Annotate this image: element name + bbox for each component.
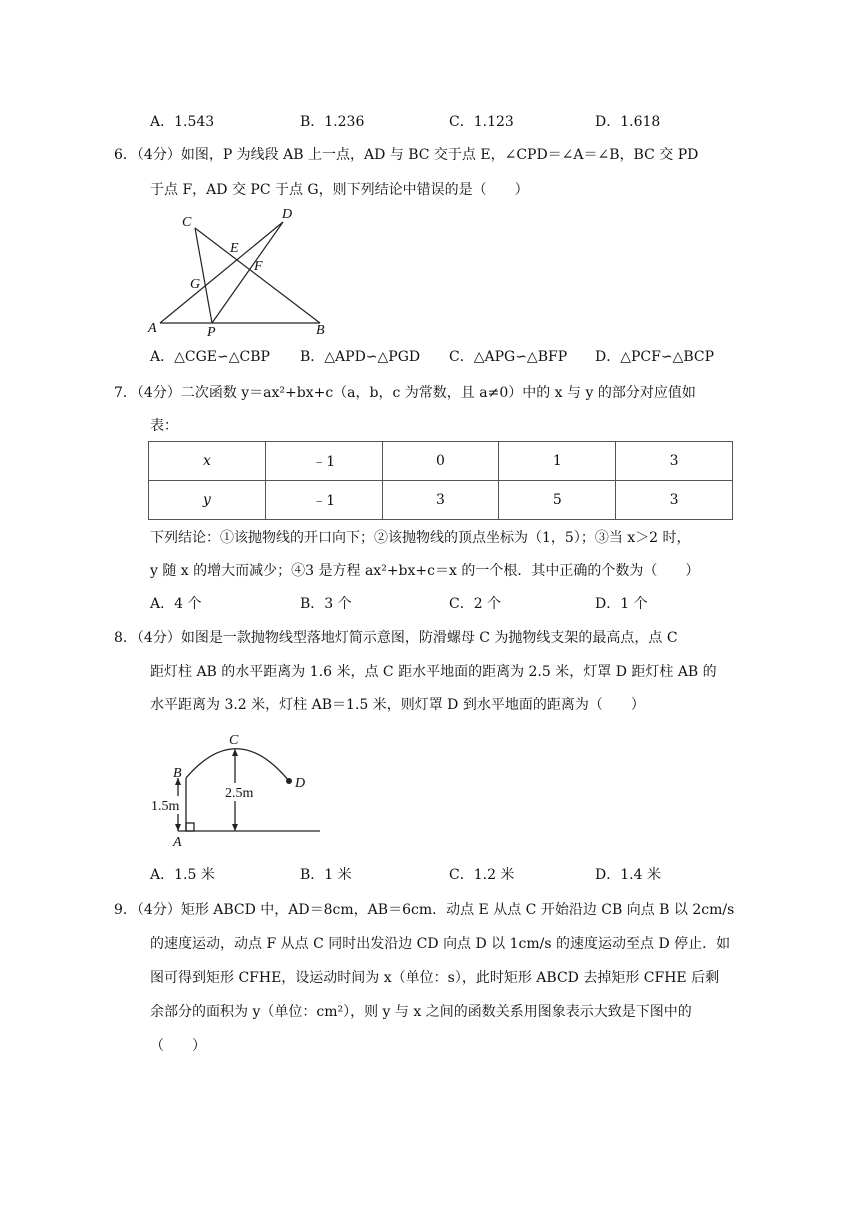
table-cell: ﹣1 <box>265 481 382 520</box>
q6-option-a: A．△CGE∽△CBP <box>150 349 270 365</box>
table-cell: y <box>149 481 266 520</box>
q7-text-line-2: 表： <box>150 418 178 434</box>
q9-text-line-1: 9．（4分）矩形 ABCD 中，AD＝8cm，AB＝6cm．动点 E 从点 C 开始沿边 CB 向点 B 以 2cm/s <box>114 902 735 918</box>
q7-value-table <box>148 441 733 520</box>
label-g: G <box>190 277 201 292</box>
label-b: B <box>173 766 182 781</box>
q8-text-line-3: 水平距离为 3.2 米，灯柱 AB＝1.5 米，则灯罩 D 到水平地面的距离为（ ） <box>150 697 645 713</box>
q9-text-line-3: 图可得到矩形 CFHE，设运动时间为 x（单位：s），此时矩形 ABCD 去掉矩形 CFHE 后剩 <box>150 970 720 986</box>
segment-cp <box>195 228 212 323</box>
q7-text-line-4: y 随 x 的增大而减少；④3 是方程 ax²+bx+c＝x 的一个根．其中正确的个数为（ ） <box>150 563 700 579</box>
label-c: C <box>229 733 239 748</box>
arrowhead <box>232 749 238 756</box>
q5-option-d: D．1.618 <box>595 114 661 130</box>
q8-option-d: D．1.4 米 <box>595 867 661 883</box>
parabola-arc <box>186 749 289 781</box>
label-d: D <box>295 776 306 791</box>
arrowhead <box>175 824 181 831</box>
label-c: C <box>182 215 192 230</box>
q6-text-line-1: 6．（4分）如图，P 为线段 AB 上一点，AD 与 BC 交于点 E，∠CPD＝∠A＝∠B，BC 交 PD <box>114 147 699 163</box>
q8-text-line-1: 8．（4分）如图是一款抛物线型落地灯简示意图，防滑螺母 C 为抛物线支架的最高点，点 C <box>114 630 678 646</box>
q7-option-a: A．4 个 <box>150 596 202 612</box>
table-cell: 5 <box>499 481 616 520</box>
q6-option-c: C．△APG∽△BFP <box>449 349 568 365</box>
q7-option-b: B．3 个 <box>300 596 352 612</box>
table-row-y <box>149 481 733 520</box>
q6-text-line-2: 于点 F，AD 交 PC 于点 G，则下列结论中错误的是（ ） <box>150 182 529 198</box>
q6-option-d: D．△PCF∽△BCP <box>595 349 715 365</box>
label-a: A <box>173 835 182 850</box>
arrowhead <box>232 824 238 831</box>
q7-option-c: C．2 个 <box>449 596 502 612</box>
q9-text-line-2: 的速度运动，动点 F 从点 C 同时出发沿边 CD 向点 D 以 1cm/s 的速度运动至点 D 停止．如 <box>150 936 731 952</box>
right-angle-mark <box>186 823 194 831</box>
q8-text-line-2: 距灯柱 AB 的水平距离为 1.6 米，点 C 距水平地面的距离为 2.5 米，灯罩 D 距灯柱 AB 的 <box>150 664 717 680</box>
q9-text-line-4: 余部分的面积为 y（单位：cm²），则 y 与 x 之间的函数关系用图象表示大致是下图中的 <box>150 1004 692 1020</box>
table-cell: 0 <box>382 442 499 481</box>
table-cell: ﹣1 <box>265 442 382 481</box>
label-d: D <box>282 207 293 222</box>
table-cell: 3 <box>616 481 733 520</box>
q8-lamp-figure <box>140 728 330 853</box>
q8-option-c: C．1.2 米 <box>449 867 515 883</box>
q7-text-line-3: 下列结论：①该抛物线的开口向下；②该抛物线的顶点坐标为（1，5）；③当 x＞2 时， <box>150 530 691 546</box>
table-row-x <box>149 442 733 481</box>
q5-option-a: A．1.543 <box>150 114 215 130</box>
table-cell: 3 <box>382 481 499 520</box>
segment-ad <box>160 222 283 323</box>
q9-text-line-5: （ ） <box>150 1038 206 1054</box>
label-2-5m: 2.5m <box>225 786 254 801</box>
table-cell: 3 <box>616 442 733 481</box>
q5-option-c: C．1.123 <box>449 114 514 130</box>
label-p: P <box>207 325 216 340</box>
q6-figure <box>140 200 340 340</box>
q5-option-b: B．1.236 <box>300 114 365 130</box>
q8-option-a: A．1.5 米 <box>150 867 215 883</box>
lamp-shade-point-d <box>286 778 292 784</box>
label-f: F <box>254 259 263 274</box>
q6-option-b: B．△APD∽△PGD <box>300 349 421 365</box>
label-a: A <box>148 321 157 336</box>
label-e: E <box>230 241 239 256</box>
q8-option-b: B．1 米 <box>300 867 352 883</box>
table-cell: 1 <box>499 442 616 481</box>
q7-text-line-1: 7．（4分）二次函数 y＝ax²+bx+c（a，b，c 为常数，且 a≠0）中的 x 与 y 的部分对应值如 <box>114 385 696 401</box>
label-1-5m: 1.5m <box>151 799 180 814</box>
q7-option-d: D．1 个 <box>595 596 648 612</box>
table-cell: x <box>149 442 266 481</box>
segment-pd <box>212 222 283 323</box>
label-b: B <box>316 323 325 338</box>
